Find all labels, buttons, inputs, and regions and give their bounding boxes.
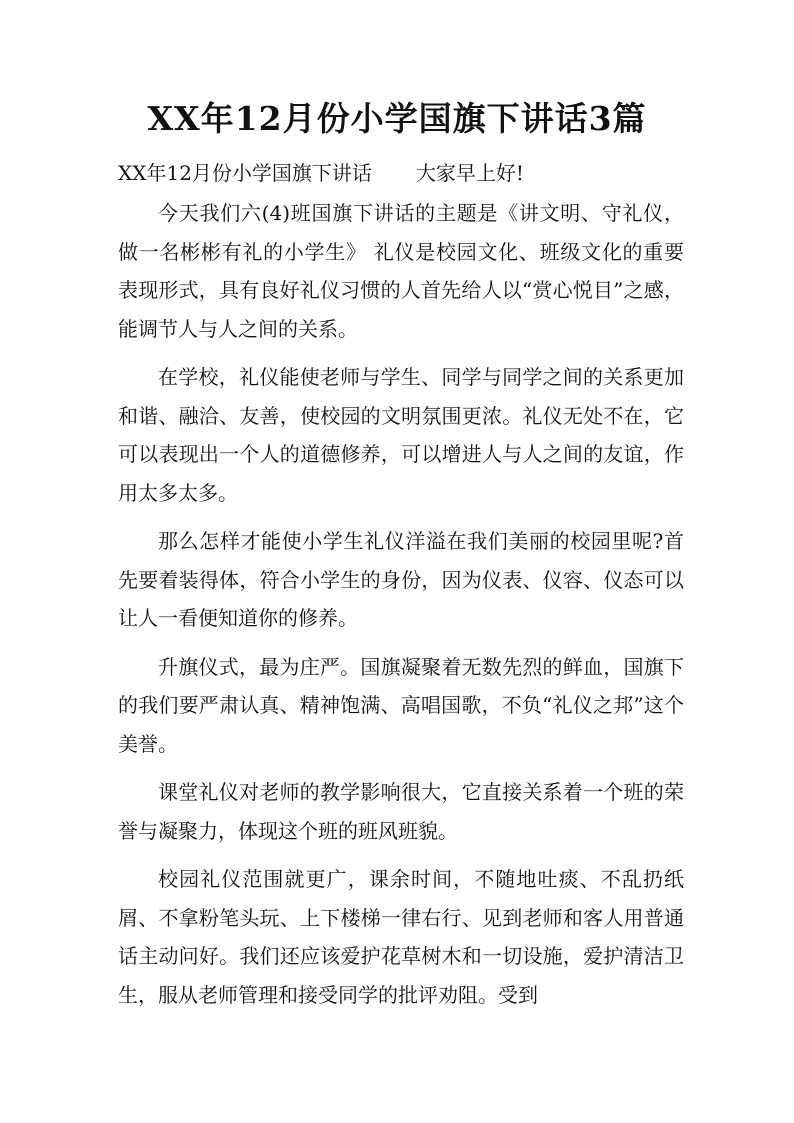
paragraph-3: 那么怎样才能使小学生礼仪洋溢在我们美丽的校园里呢?首先要着装得体，符合小学生的身份，因为仪表、仪容、仪态可以让人一看便知道你的修养。 (118, 529, 684, 630)
greeting-text: 大家早上好! (415, 161, 524, 185)
paragraph-1: 今天我们六(4)班国旗下讲话的主题是《讲文明、守礼仪，做一名彬彬有礼的小学生》 礼仪是校园文化、班级文化的重要表现形式，具有良好礼仪习惯的人首先给人以“赏心悦目”之感，能调节人与人之间的关系。 (118, 201, 684, 341)
paragraph-4: 升旗仪式，最为庄严。国旗凝聚着无数先烈的鲜血，国旗下的我们要严肃认真、精神饱满、高唱国歌，不负“礼仪之邦”这个美誉。 (118, 654, 684, 756)
speech-subheading: XX年12月份小学国旗下讲话 (118, 161, 372, 185)
document-title: XX年12月份小学国旗下讲话3篇 (147, 99, 647, 138)
paragraph-2: 在学校，礼仪能使老师与学生、同学与同学之间的关系更加和谐、融洽、友善，使校园的文明氛围更浓。礼仪无处不在，它可以表现出一个人的道德修养，可以增进人与人之间的友谊，作用太多太多。 (118, 365, 684, 505)
paragraph-5: 课堂礼仪对老师的教学影响很大，它直接关系着一个班的荣誉与凝聚力，体现这个班的班风班貌。 (118, 780, 684, 843)
document-body (118, 194, 684, 1024)
subheading-line (118, 156, 524, 190)
paragraph-6: 校园礼仪范围就更广，课余时间，不随地吐痰、不乱扔纸屑、不拿粉笔头玩、上下楼梯一律右行、见到老师和客人用普通话主动问好。我们还应该爱护花草树木和一切设施，爱护清洁卫生，服从老师管理和接受同学的批评劝阻。受到 (118, 867, 684, 1007)
